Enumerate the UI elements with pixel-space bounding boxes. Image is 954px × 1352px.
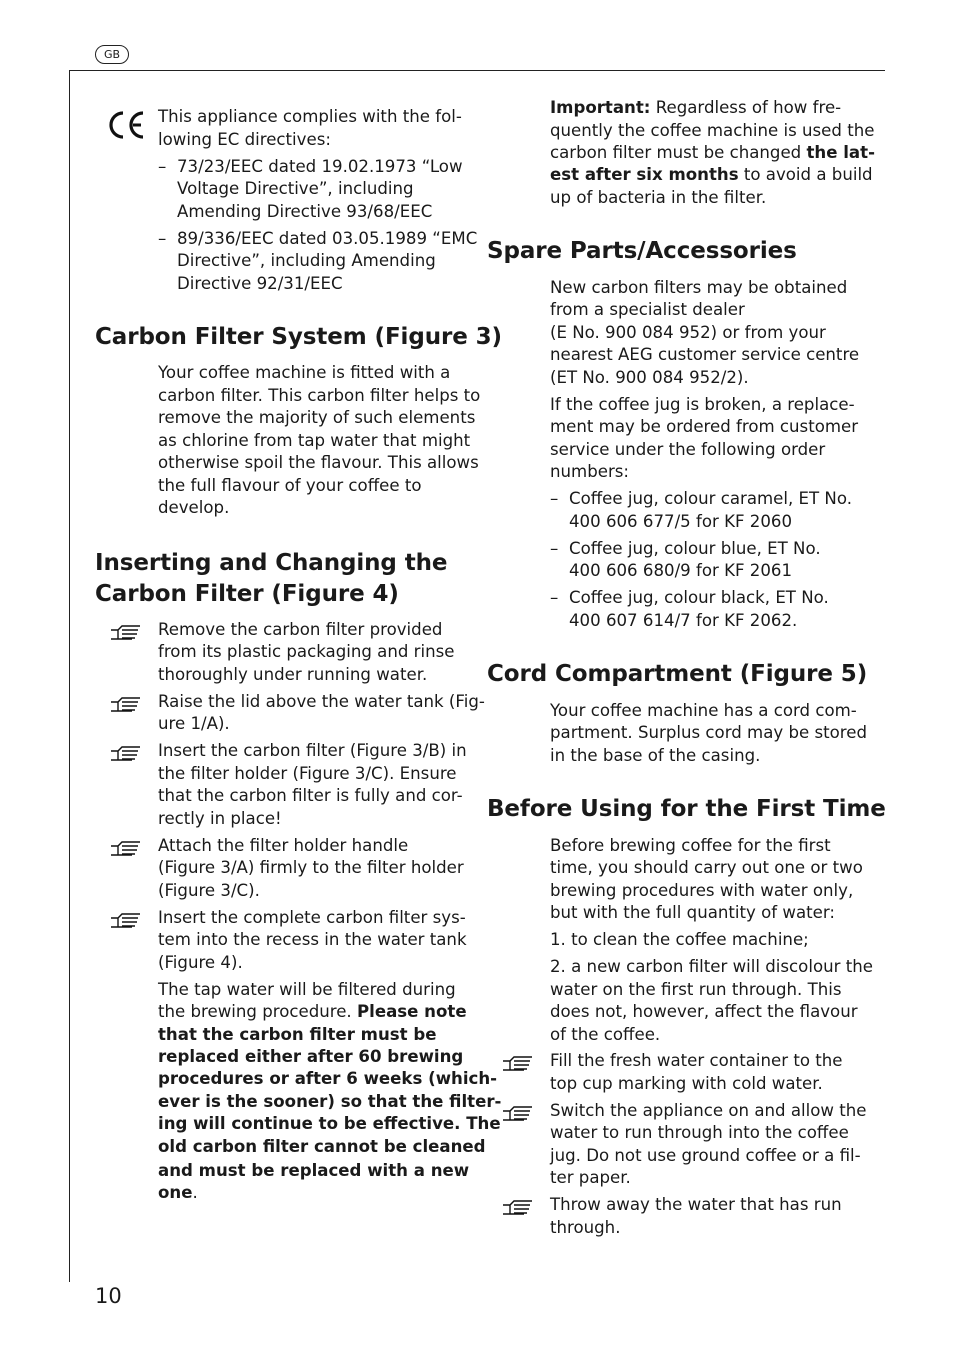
right-step-2-line: ter paper. [550,1168,631,1187]
carbon-text-line: remove the majority of such elements [158,408,476,427]
jug-item-line: 400 606 677/5 for KF 2060 [569,512,793,531]
note-bold-line: ever is the sooner) so that the filter- [158,1092,502,1111]
cord-text-line: Your coffee machine has a cord com- [550,701,857,720]
before-text-line: but with the full quantity of water: [550,903,835,922]
spare-text-line: numbers: [550,462,629,481]
inserting-heading-line-2: Carbon Filter (Figure 4) [95,581,399,607]
step-5-line: (Figure 4). [158,953,243,972]
before-text-line: Before brewing coffee for the first [550,836,831,855]
jug-item-line: 400 607 614/7 for KF 2062. [569,611,798,630]
note-bold-line: ing will continue to be effective. The [158,1114,501,1133]
note-bold-line: procedures or after 6 weeks (which- [158,1069,498,1088]
cord-text-line: in the base of the casing. [550,746,761,765]
dash-bullet: – [158,157,167,176]
note-bold-line: and must be replaced with a new [158,1161,470,1180]
ce-intro-line-2: lowing EC directives: [158,130,331,149]
before-text-line: time, you should carry out one or two [550,858,863,877]
pointing-hand-icon [110,624,142,642]
right-step-2-line: water to run through into the coffee [550,1123,849,1142]
spare-text-line: service under the following order [550,440,826,459]
important-bold-text: est after six months [550,165,739,184]
before-item-2-line: water on the first run through. This [550,980,842,999]
spare-text-line: (E No. 900 084 952) or from your [550,323,826,342]
note-bold-line: old carbon filter cannot be cleaned [158,1137,486,1156]
step-4-line: Attach the filter holder handle [158,836,409,855]
important-line [550,97,841,120]
pointing-hand-icon [110,745,142,763]
spare-text-line: nearest AEG customer service centre [550,345,860,364]
right-step-2-line: Switch the appliance on and allow the [550,1101,867,1120]
dash-bullet: – [550,588,559,607]
note-text: . [192,1183,198,1202]
important-line: up of bacteria in the filter. [550,188,767,207]
right-step-3-line: through. [550,1218,621,1237]
step-3-line: the filter holder (Figure 3/C). Ensure [158,764,457,783]
pointing-hand-icon [502,1105,534,1123]
spare-text-line: ment may be ordered from customer [550,417,859,436]
directive-2-line-3: Directive 92/31/EEC [177,274,343,293]
important-line [550,164,873,187]
dash-bullet: – [158,229,167,248]
spare-text-line: New carbon filters may be obtained [550,278,848,297]
before-item-2-line: of the coffee. [550,1025,661,1044]
spare-text-line: If the coffee jug is broken, a replace- [550,395,855,414]
note-line: The tap water will be filtered during [158,980,456,999]
note-line [158,1001,467,1024]
spare-text-line: (ET No. 900 084 952/2). [550,368,749,387]
before-item-2-line: does not, however, affect the flavour [550,1002,858,1021]
note-last-line [158,1182,198,1205]
left-rule [69,70,70,1282]
before-text-line: brewing procedures with water only, [550,881,854,900]
step-3-line: rectly in place! [158,809,282,828]
important-label: Important: [550,98,651,117]
important-text: carbon filter must be changed [550,143,807,162]
step-2-line: ure 1/A). [158,714,230,733]
inserting-heading-line-1: Inserting and Changing the [95,550,448,576]
right-step-1-line: top cup marking with cold water. [550,1074,823,1093]
right-step-2-line: jug. Do not use ground coffee or a fil- [550,1146,861,1165]
pointing-hand-icon [110,840,142,858]
step-2-line: Raise the lid above the water tank (Fig- [158,692,485,711]
important-text: to avoid a build [738,165,873,184]
carbon-filter-heading: Carbon Filter System (Figure 3) [95,324,502,350]
note-bold-text: one [158,1183,193,1202]
carbon-text-line: develop. [158,498,230,517]
language-badge: GB [95,45,129,64]
page-number: 10 [95,1284,122,1308]
before-item-1: 1. to clean the coffee machine; [550,930,809,949]
directive-2-line-2: Directive”, including Amending [177,251,436,270]
pointing-hand-icon [502,1199,534,1217]
before-using-heading: Before Using for the First Time [487,796,886,822]
cord-text-line: partment. Surplus cord may be stored [550,723,867,742]
step-4-line: (Figure 3/A) firmly to the filter holder [158,858,464,877]
pointing-hand-icon [502,1055,534,1073]
pointing-hand-icon [110,912,142,930]
jug-item-line: Coffee jug, colour black, ET No. [569,588,829,607]
carbon-text-line: Your coffee machine is fitted with a [158,363,451,382]
ce-intro-line-1: This appliance complies with the fol- [158,107,462,126]
important-bold-text: the lat- [806,143,875,162]
carbon-text-line: as chlorine from tap water that might [158,431,471,450]
step-1-line: Remove the carbon filter provided [158,620,443,639]
note-text: the brewing procedure. [158,1002,357,1021]
right-step-3-line: Throw away the water that has run [550,1195,842,1214]
pointing-hand-icon [110,696,142,714]
step-1-line: thoroughly under running water. [158,665,428,684]
note-bold-text: Please note [356,1002,467,1021]
right-step-1-line: Fill the fresh water container to the [550,1051,843,1070]
jug-item-line: Coffee jug, colour blue, ET No. [569,539,821,558]
step-3-line: Insert the carbon filter (Figure 3/B) in [158,741,467,760]
carbon-text-line: otherwise spoil the flavour. This allows [158,453,479,472]
before-item-2-line: 2. a new carbon filter will discolour the [550,957,873,976]
carbon-text-line: carbon filter. This carbon filter helps to [158,386,481,405]
step-1-line: from its plastic packaging and rinse [158,642,455,661]
important-line [550,142,875,165]
step-3-line: that the carbon filter is fully and cor- [158,786,463,805]
spare-text-line: from a specialist dealer [550,300,745,319]
step-4-line: (Figure 3/C). [158,881,260,900]
directive-1-line-2: Voltage Directive”, including [177,179,414,198]
top-rule [69,70,885,71]
important-line: quently the coffee machine is used the [550,121,875,140]
directive-1-line-1: 73/23/EEC dated 19.02.1973 “Low [177,157,463,176]
dash-bullet: – [550,539,559,558]
important-text: Regardless of how fre- [650,98,842,117]
jug-item-line: 400 606 680/9 for KF 2061 [569,561,793,580]
step-5-line: Insert the complete carbon filter sys- [158,908,466,927]
directive-1-line-3: Amending Directive 93/68/EEC [177,202,433,221]
directive-2-line-1: 89/336/EEC dated 03.05.1989 “EMC [177,229,478,248]
cord-compartment-heading: Cord Compartment (Figure 5) [487,661,868,687]
carbon-text-line: the full flavour of your coffee to [158,476,422,495]
ce-mark-icon [106,110,146,140]
dash-bullet: – [550,489,559,508]
note-bold-line: that the carbon filter must be [158,1025,437,1044]
step-5-line: tem into the recess in the water tank [158,930,467,949]
jug-item-line: Coffee jug, colour caramel, ET No. [569,489,852,508]
spare-parts-heading: Spare Parts/Accessories [487,238,797,264]
note-bold-line: replaced either after 60 brewing [158,1047,464,1066]
